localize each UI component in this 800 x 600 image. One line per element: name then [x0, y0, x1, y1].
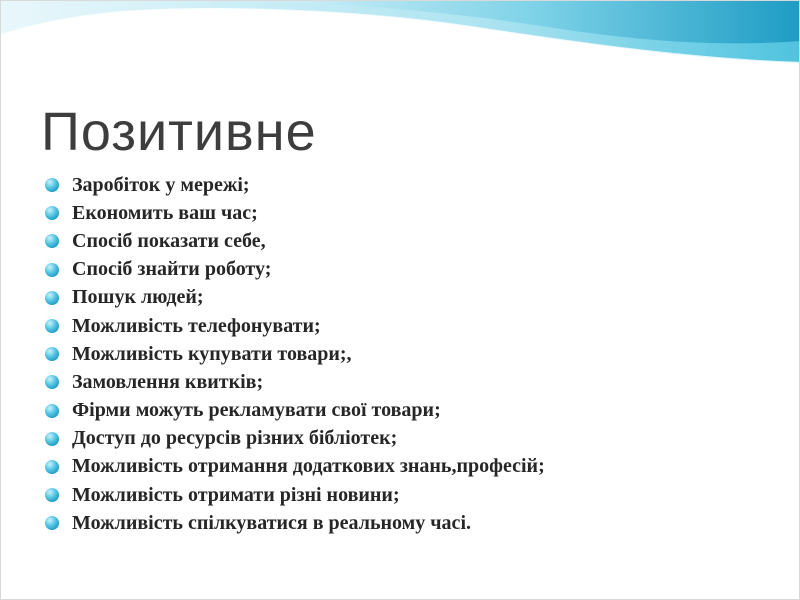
bullet-text: Замовлення квитків; — [72, 370, 264, 393]
bullet-item — [45, 171, 545, 199]
bullet-text: Можливість отримання додаткових знань,професій; — [72, 455, 545, 478]
bullet-text: Фірми можуть рекламувати свої товари; — [72, 399, 441, 422]
bullet-text: Доступ до ресурсів різних бібліотек; — [72, 427, 398, 450]
blue-sphere-bullet-icon — [45, 488, 59, 502]
bullet-text: Спосіб знайти роботу; — [72, 258, 272, 281]
slide-title: Позитивне — [41, 102, 317, 162]
bullet-item — [45, 256, 545, 284]
blue-sphere-bullet-icon — [45, 404, 59, 418]
bullet-text: Можливість отримати різні новини; — [72, 483, 400, 506]
bullet-text: Заробіток у мережі; — [72, 173, 250, 196]
bullet-item — [45, 284, 545, 312]
bullet-item — [45, 227, 545, 255]
blue-sphere-bullet-icon — [45, 432, 59, 446]
blue-sphere-bullet-icon — [45, 263, 59, 277]
blue-sphere-bullet-icon — [45, 291, 59, 305]
bullet-item — [45, 397, 545, 425]
bullet-item — [45, 509, 545, 537]
blue-sphere-bullet-icon — [45, 460, 59, 474]
bullet-text: Спосіб показати себе, — [72, 229, 266, 252]
bullet-text: Можливість телефонувати; — [72, 314, 321, 337]
bullet-item — [45, 368, 545, 396]
bullet-text: Можливість купувати товари;, — [72, 342, 352, 365]
bullet-item — [45, 199, 545, 227]
bullet-text: Можливість спілкуватися в реальному часі. — [72, 511, 471, 534]
blue-sphere-bullet-icon — [45, 347, 59, 361]
blue-sphere-bullet-icon — [45, 516, 59, 530]
bullet-item — [45, 340, 545, 368]
blue-sphere-bullet-icon — [45, 375, 59, 389]
blue-sphere-bullet-icon — [45, 319, 59, 333]
bullet-text: Пошук людей; — [72, 286, 204, 309]
bullet-item — [45, 425, 545, 453]
blue-sphere-bullet-icon — [45, 178, 59, 192]
bullet-list — [45, 171, 545, 537]
bullet-item — [45, 312, 545, 340]
header-wave-decoration — [1, 1, 800, 81]
blue-sphere-bullet-icon — [45, 206, 59, 220]
bullet-item — [45, 453, 545, 481]
bullet-item — [45, 481, 545, 509]
bullet-text: Економить ваш час; — [72, 201, 258, 224]
blue-sphere-bullet-icon — [45, 234, 59, 248]
